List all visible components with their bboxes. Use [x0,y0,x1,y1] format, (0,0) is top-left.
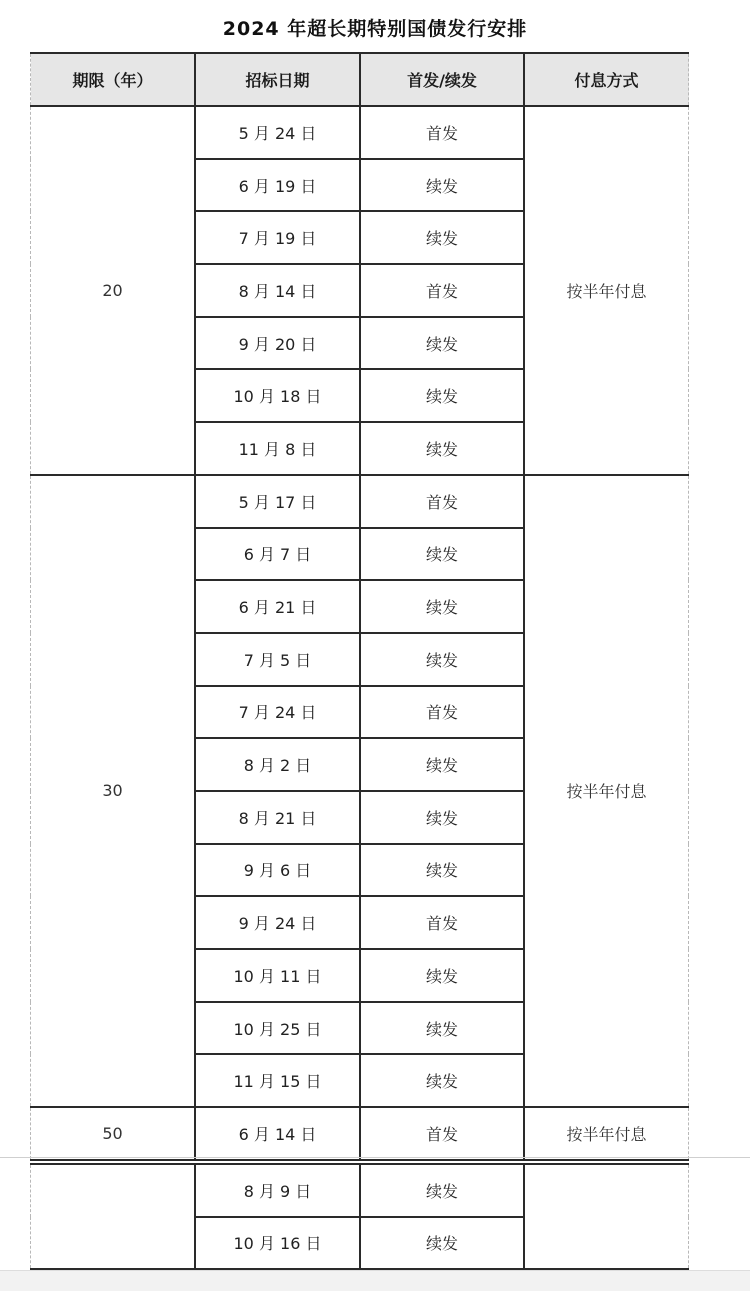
continuation-body [31,1164,689,1269]
issue-type-cell: 首发 [360,106,524,159]
auction-date-cell: 5 月 17 日 [195,475,360,528]
issue-type-cell: 首发 [360,686,524,739]
auction-date-cell: 8 月 14 日 [195,264,360,317]
term-cell [31,1164,196,1269]
auction-date-cell: 11 月 8 日 [195,422,360,475]
issue-type-cell: 续发 [360,159,524,212]
term-cell: 20 [31,106,196,475]
issue-type-cell: 续发 [360,738,524,791]
issue-type-cell: 续发 [360,949,524,1002]
issue-type-cell: 续发 [360,1002,524,1055]
issue-type-cell: 续发 [360,1217,524,1270]
auction-date-cell: 8 月 21 日 [195,791,360,844]
auction-date-cell: 6 月 14 日 [195,1107,360,1160]
issue-type-cell: 首发 [360,896,524,949]
term-cell: 50 [31,1107,196,1160]
page-break-line [0,1157,750,1158]
auction-date-cell: 7 月 24 日 [195,686,360,739]
issue-type-cell: 续发 [360,580,524,633]
auction-date-cell: 8 月 9 日 [195,1164,360,1217]
issue-type-cell: 续发 [360,791,524,844]
issue-type-cell: 首发 [360,264,524,317]
auction-date-cell: 6 月 21 日 [195,580,360,633]
issue-type-cell: 续发 [360,1164,524,1217]
interest-payment-cell: 按半年付息 [524,1107,689,1160]
auction-date-cell: 6 月 19 日 [195,159,360,212]
table-header-row [31,53,689,106]
auction-date-cell: 11 月 15 日 [195,1054,360,1107]
auction-date-cell: 9 月 24 日 [195,896,360,949]
page-footer-shade [0,1270,750,1291]
table-row [31,1164,689,1217]
term-cell: 30 [31,475,196,1107]
auction-date-cell: 8 月 2 日 [195,738,360,791]
header-auction-date: 招标日期 [195,53,360,106]
issue-type-cell: 续发 [360,528,524,581]
header-interest-payment: 付息方式 [524,53,689,106]
issue-type-cell: 续发 [360,211,524,264]
issue-type-cell: 续发 [360,369,524,422]
issue-type-cell: 首发 [360,475,524,528]
interest-payment-cell: 按半年付息 [524,475,689,1107]
table-row [31,475,689,528]
bond-schedule-table [30,52,689,1161]
issue-type-cell: 续发 [360,317,524,370]
auction-date-cell: 9 月 6 日 [195,844,360,897]
issue-type-cell: 首发 [360,1107,524,1160]
continuation-table [30,1163,689,1270]
header-issue-type: 首发/续发 [360,53,524,106]
issue-type-cell: 续发 [360,1054,524,1107]
issue-type-cell: 续发 [360,844,524,897]
auction-date-cell: 7 月 5 日 [195,633,360,686]
interest-payment-cell [524,1164,689,1269]
auction-date-cell: 5 月 24 日 [195,106,360,159]
auction-date-cell: 6 月 7 日 [195,528,360,581]
auction-date-cell: 10 月 16 日 [195,1217,360,1270]
auction-date-cell: 10 月 11 日 [195,949,360,1002]
auction-date-cell: 10 月 18 日 [195,369,360,422]
table-row [31,106,689,159]
auction-date-cell: 7 月 19 日 [195,211,360,264]
table-row [31,1107,689,1160]
issue-type-cell: 续发 [360,633,524,686]
auction-date-cell: 9 月 20 日 [195,317,360,370]
page-title: 2024 年超长期特别国债发行安排 [222,18,528,40]
header-term: 期限（年） [31,53,196,106]
interest-payment-cell: 按半年付息 [524,106,689,475]
issue-type-cell: 续发 [360,422,524,475]
auction-date-cell: 10 月 25 日 [195,1002,360,1055]
table-body [31,106,689,1160]
